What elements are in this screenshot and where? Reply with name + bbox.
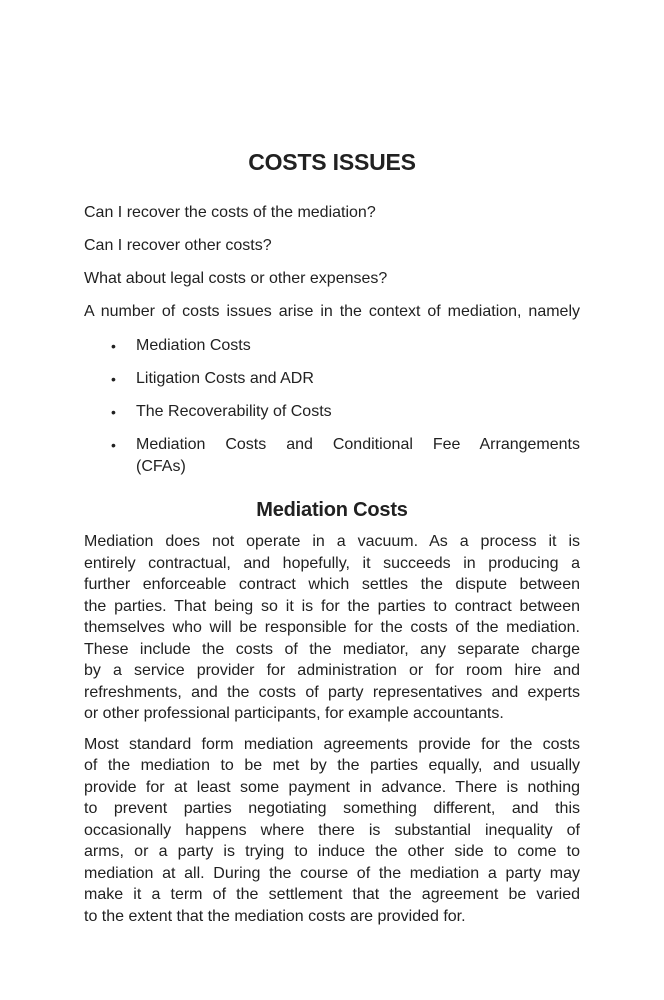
text-line: entirely contractual, and hopefully, it succeeds in producing a (84, 554, 580, 572)
text-line: mediation at all. During the course of the mediation a party may (84, 864, 580, 882)
list-item-label: The Recoverability of Costs (136, 403, 332, 420)
text-line: or other professional participants, for example accountants. (84, 705, 504, 722)
question-line-2: Can I recover other costs? (84, 237, 272, 254)
paragraph-1 (84, 531, 580, 725)
list-item-label: Mediation Costs and Conditional Fee Arrangements (136, 436, 580, 453)
text-line: Most standard form mediation agreements provide for the costs (84, 735, 580, 753)
text-line: Mediation does not operate in a vacuum. As a process it is (84, 533, 580, 550)
paragraph-2 (84, 734, 580, 928)
text-line: by a service provider for administration or for room hire and (84, 662, 580, 679)
list-item-label-continued: (CFAs) (136, 458, 186, 475)
text-line: occasionally happens where there is substantial inequality of (84, 821, 580, 839)
list-item-label: Litigation Costs and ADR (136, 370, 314, 387)
text-line: further enforceable contract which settles the dispute between (84, 576, 580, 593)
question-line-1: Can I recover the costs of the mediation? (84, 204, 376, 221)
bullet-list (84, 335, 580, 478)
question-line-3: What about legal costs or other expenses? (84, 270, 388, 287)
text-line: themselves who will be responsible for the costs of the mediation. (84, 619, 580, 636)
text-line: the parties. That being so it is for the parties to contract between (84, 597, 580, 615)
text-line: provide for at least some payment in advance. There is nothing (84, 778, 580, 796)
text-line: These include the costs of the mediator, any separate charge (84, 640, 580, 658)
bullet-icon: • (111, 338, 116, 354)
intro-line: A number of costs issues arise in the context of mediation, namely (84, 303, 580, 320)
section-heading: Mediation Costs (256, 499, 408, 521)
bullet-icon: • (111, 371, 116, 387)
text-line: to prevent parties negotiating something different, and this (84, 800, 580, 817)
list-item (84, 434, 580, 478)
text-line: refreshments, and the costs of party representatives and experts (84, 683, 580, 701)
list-item (84, 401, 580, 423)
bullet-icon: • (111, 404, 116, 420)
page-content (84, 0, 580, 927)
text-line: of the mediation to be met by the parties equally, and usually (84, 757, 580, 774)
text-line: to the extent that the mediation costs are provided for. (84, 907, 466, 925)
list-item (84, 368, 580, 390)
text-line: arms, or a party is trying to induce the other side to come to (84, 843, 580, 860)
list-item-label: Mediation Costs (136, 337, 251, 354)
text-line: make it a term of the settlement that the agreement be varied (84, 886, 580, 903)
bullet-icon: • (111, 437, 116, 453)
list-item (84, 335, 580, 357)
page-title: COSTS ISSUES (248, 149, 416, 175)
